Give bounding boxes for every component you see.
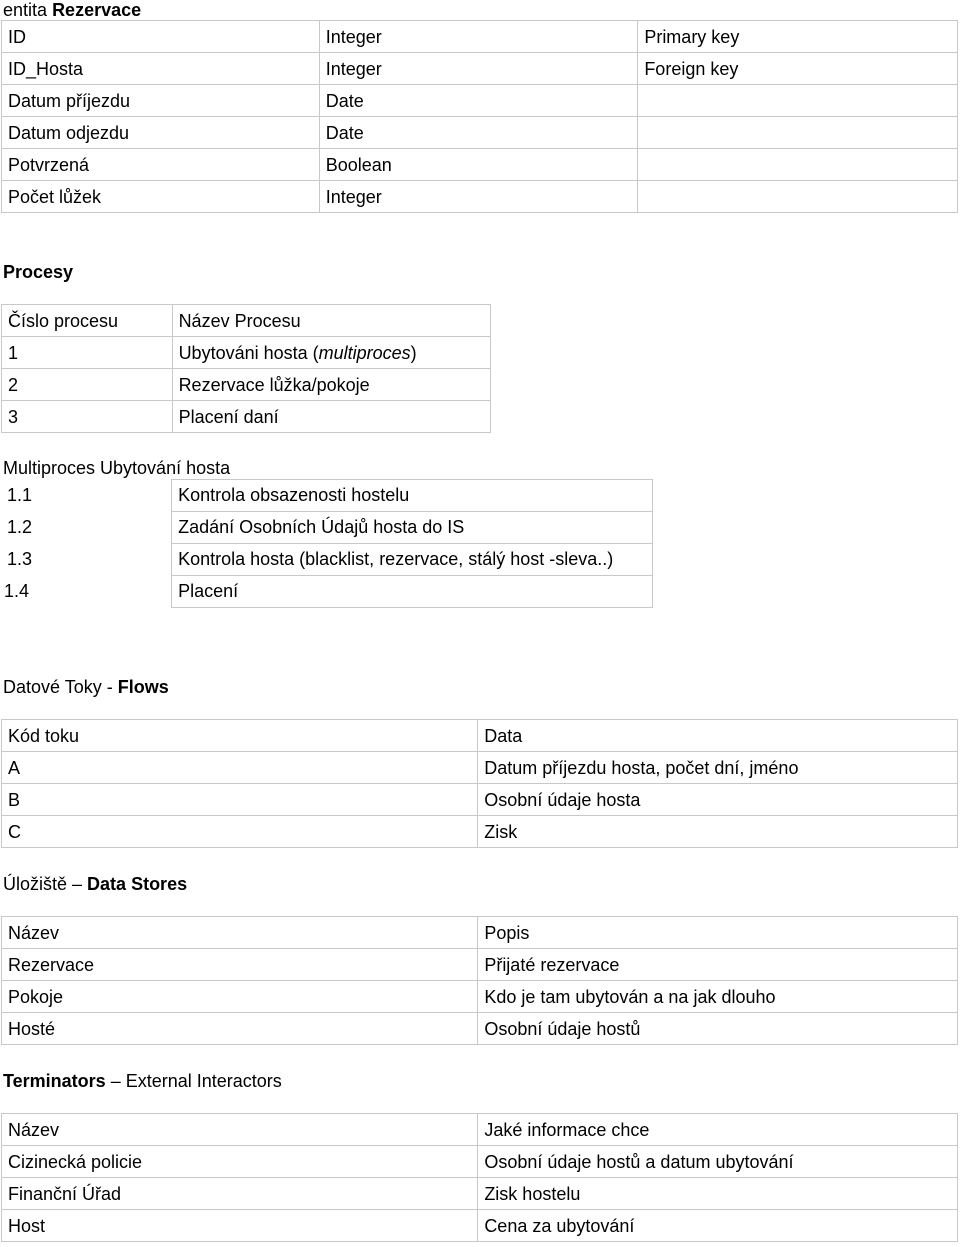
store-desc: Kdo je tam ubytován a na jak dlouho: [478, 981, 958, 1013]
attribute-name: ID: [2, 21, 320, 53]
table-row: [2, 85, 958, 117]
header-flow-data: Data: [478, 720, 958, 752]
subprocess-name: Zadání Osobních Údajů hosta do IS: [172, 512, 653, 544]
table-header-row: [2, 720, 958, 752]
flow-code: B: [2, 784, 478, 816]
entity-title: [3, 0, 141, 20]
table-row: [1, 480, 653, 512]
store-name: Hosté: [2, 1013, 478, 1045]
entity-title-prefix: entita: [3, 0, 48, 20]
table-row: [2, 816, 958, 848]
store-desc: Osobní údaje hostů: [478, 1013, 958, 1045]
table-row: [2, 337, 491, 369]
table-row: [2, 1178, 958, 1210]
multiprocess-table: [1, 479, 653, 608]
terminator-name: Host: [2, 1210, 478, 1242]
table-row: [2, 1146, 958, 1178]
flow-code: A: [2, 752, 478, 784]
table-row: [2, 149, 958, 181]
process-name-italic: multiproces: [318, 342, 411, 363]
terminators-title-suffix: – External Interactors: [105, 1071, 282, 1091]
table-row: [2, 1210, 958, 1242]
attribute-key: [638, 85, 958, 117]
subprocess-number: 1.4: [4, 581, 30, 601]
attribute-type: Integer: [319, 181, 638, 213]
terminator-name: Cizinecká policie: [2, 1146, 478, 1178]
stores-title-prefix: Úložiště –: [3, 874, 88, 894]
entity-title-name: Rezervace: [52, 0, 142, 20]
table-header-row: [2, 1114, 958, 1146]
attribute-type: Integer: [319, 21, 638, 53]
flows-table: [1, 719, 958, 848]
header-terminator-name: Název: [2, 1114, 478, 1146]
table-header-row: [2, 917, 958, 949]
table-row: [2, 21, 958, 53]
process-number: 3: [2, 401, 173, 433]
attribute-name: Počet lůžek: [2, 181, 320, 213]
flow-data: Osobní údaje hosta: [478, 784, 958, 816]
table-row: [1, 544, 653, 576]
header-process-number: Číslo procesu: [2, 305, 173, 337]
process-number: 2: [2, 369, 173, 401]
table-row: [2, 981, 958, 1013]
attribute-type: Boolean: [319, 149, 638, 181]
subprocess-number: 1.2: [7, 517, 33, 537]
header-terminator-info: Jaké informace chce: [478, 1114, 958, 1146]
flow-code: C: [2, 816, 478, 848]
store-desc: Přijaté rezervace: [478, 949, 958, 981]
header-store-name: Název: [2, 917, 478, 949]
table-header-row: [2, 305, 491, 337]
table-row: [1, 576, 653, 608]
terminators-title-bold: Terminators: [3, 1071, 106, 1091]
attribute-type: Integer: [319, 53, 638, 85]
subprocess-name: Kontrola hosta (blacklist, rezervace, stálý host -sleva..): [172, 544, 653, 576]
attribute-key: Primary key: [638, 21, 958, 53]
header-process-name: Název Procesu: [172, 305, 490, 337]
subprocess-name: Kontrola obsazenosti hostelu: [172, 480, 653, 512]
terminators-title: [3, 1071, 282, 1091]
table-row: [2, 369, 491, 401]
processes-table: [1, 304, 491, 433]
table-row: [2, 117, 958, 149]
process-number: 1: [2, 337, 173, 369]
terminator-name: Finanční Úřad: [2, 1178, 478, 1210]
subprocess-number: 1.1: [7, 485, 33, 505]
subprocess-number: 1.3: [7, 549, 33, 569]
stores-title-bold: Data Stores: [87, 874, 188, 894]
flows-title: [3, 677, 169, 697]
multiprocess-title: Multiproces Ubytování hosta: [3, 458, 231, 478]
table-row: [2, 181, 958, 213]
flow-data: Zisk: [478, 816, 958, 848]
stores-table: [1, 916, 958, 1045]
table-row: [2, 784, 958, 816]
store-name: Rezervace: [2, 949, 478, 981]
process-name: Rezervace lůžka/pokoje: [172, 369, 490, 401]
attribute-type: Date: [319, 117, 638, 149]
attribute-key: Foreign key: [638, 53, 958, 85]
store-name: Pokoje: [2, 981, 478, 1013]
attribute-key: [638, 149, 958, 181]
processes-title: Procesy: [3, 262, 74, 282]
table-row: [1, 512, 653, 544]
attribute-name: ID_Hosta: [2, 53, 320, 85]
terminator-info: Zisk hostelu: [478, 1178, 958, 1210]
table-row: [2, 1013, 958, 1045]
process-name: Placení daní: [172, 401, 490, 433]
attribute-type: Date: [319, 85, 638, 117]
attribute-name: Potvrzená: [2, 149, 320, 181]
terminator-info: Osobní údaje hostů a datum ubytování: [478, 1146, 958, 1178]
table-row: [2, 949, 958, 981]
process-name: [172, 337, 490, 369]
table-row: [2, 401, 491, 433]
header-store-desc: Popis: [478, 917, 958, 949]
flows-title-bold: Flows: [117, 677, 169, 697]
table-row: [2, 752, 958, 784]
subprocess-name: Placení: [172, 576, 653, 608]
process-name-text: Ubytováni hosta (: [178, 342, 319, 363]
attribute-name: Datum příjezdu: [2, 85, 320, 117]
flow-data: Datum příjezdu hosta, počet dní, jméno: [478, 752, 958, 784]
flows-title-prefix: Datové Toky -: [3, 677, 118, 697]
header-flow-code: Kód toku: [2, 720, 478, 752]
attribute-name: Datum odjezdu: [2, 117, 320, 149]
process-name-suffix: ): [410, 342, 417, 363]
terminators-table: [1, 1113, 958, 1242]
entity-table: [1, 20, 958, 213]
stores-title: [3, 874, 187, 894]
attribute-key: [638, 181, 958, 213]
terminator-info: Cena za ubytování: [478, 1210, 958, 1242]
attribute-key: [638, 117, 958, 149]
table-row: [2, 53, 958, 85]
